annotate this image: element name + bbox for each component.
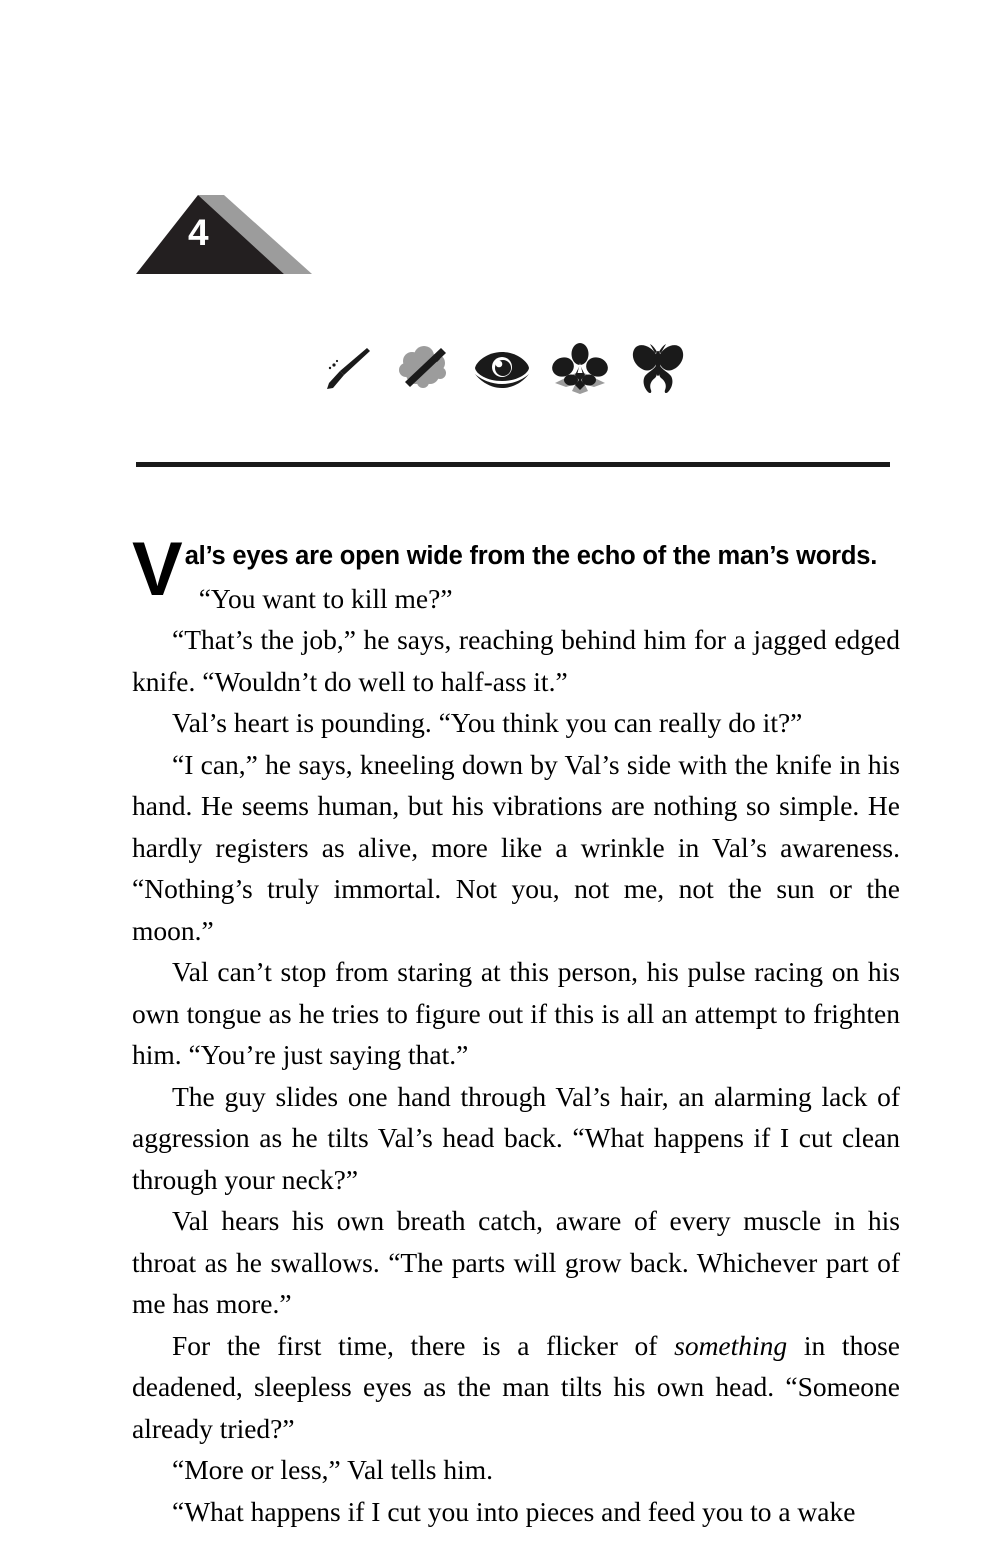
- chapter-rule: [136, 462, 890, 467]
- paragraph: “That’s the job,” he says, reaching behind him for a jagged edged knife. “Wouldn’t do well to half-ass it.”: [132, 624, 900, 697]
- paragraph: Val can’t stop from staring at this person, his pulse racing on his own tongue as he tries to figure out if this is all an attempt to frighten him. “You’re just saying that.”: [132, 956, 900, 1070]
- butterfly-icon: [627, 338, 689, 400]
- wand-cloud-icon: [393, 338, 455, 400]
- paragraph: “I can,” he says, kneeling down by Val’s side with the knife in his hand. He seems human, but his vibrations are nothing so simple. He hardly registers as alive, more like a wrinkle in Val’s awareness. “Nothing’s truly immortal. Not you, not me, not the sun or the moon.”: [132, 748, 900, 946]
- paragraph: Val hears his own breath catch, aware of every muscle in his throat as he swallows. “The parts will grow back. Whichever part of me has more.”: [132, 1205, 900, 1319]
- opening-second-line: “You want to kill me?”: [198, 582, 453, 614]
- paintbrush-icon: [315, 338, 377, 400]
- opening-paragraph: [132, 527, 900, 619]
- paragraph: “More or less,” Val tells him.: [172, 1454, 494, 1485]
- drop-cap: V: [132, 527, 183, 612]
- chapter-number: 4: [187, 212, 209, 253]
- emphasis-after: in those deadened, sleepless eyes as the man tilts his own head. “Someone already tried?”: [132, 1329, 900, 1444]
- paragraph-with-emphasis: [132, 1325, 900, 1450]
- emphasis-before: For the first time, there is a flicker of: [172, 1329, 675, 1361]
- opening-lead-line: al’s eyes are open wide from the echo of the man’s words.: [184, 542, 878, 570]
- ornament-row: [0, 338, 1003, 400]
- paragraph: Val’s heart is pounding. “You think you can really do it?”: [172, 707, 803, 738]
- paragraph: The guy slides one hand through Val’s hair, an alarming lack of aggression as he tilts Val’s head back. “What happens if I cut clean through your neck?”: [132, 1080, 900, 1195]
- orchid-icon: [549, 338, 611, 400]
- chapter-header: [0, 188, 1003, 292]
- emphasis-word: something: [674, 1329, 788, 1361]
- paragraph-continued: “What happens if I cut you into pieces and feed you to a wake: [172, 1495, 856, 1527]
- eye-icon: [471, 338, 533, 400]
- body-text: [132, 527, 900, 1532]
